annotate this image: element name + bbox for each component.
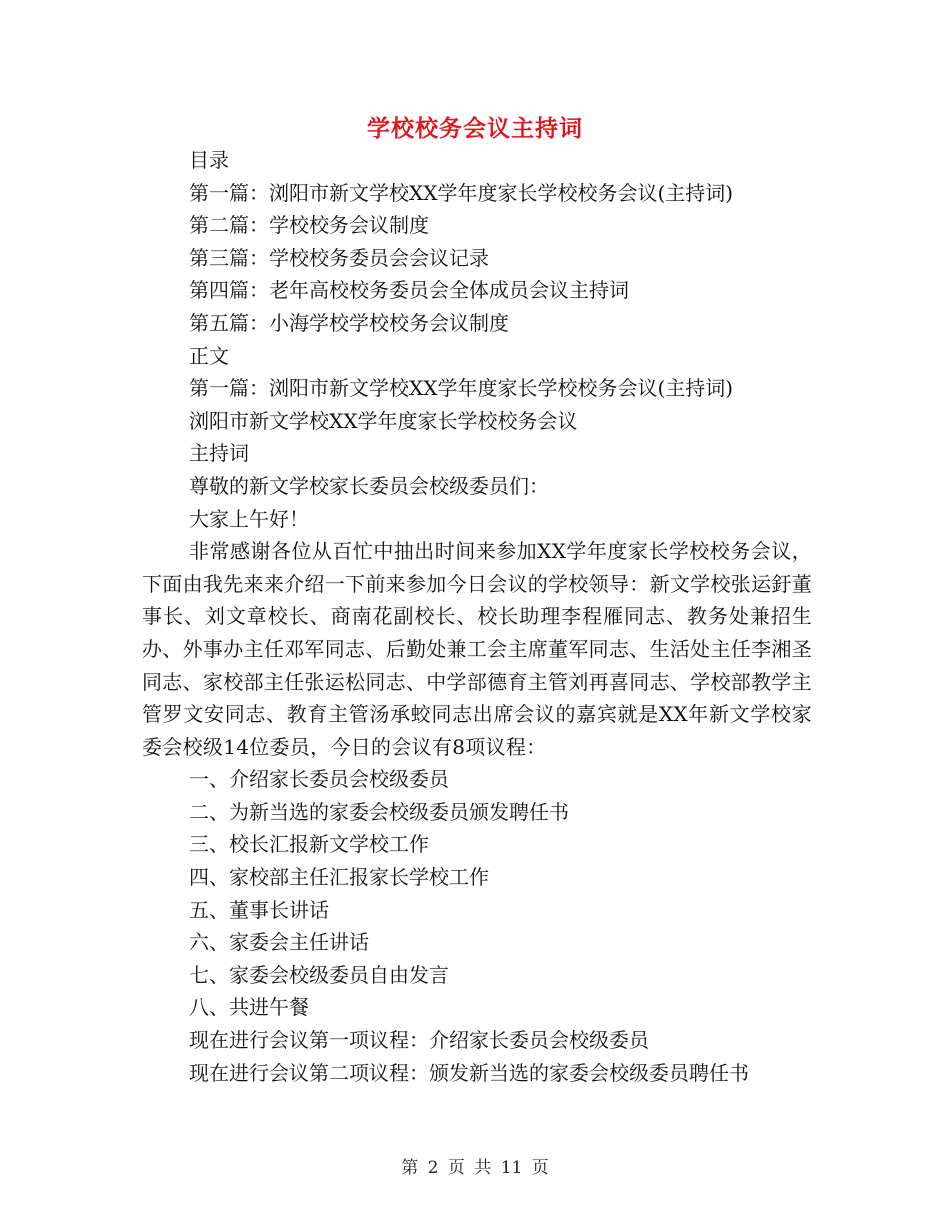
- toc-item-2: 第二篇：学校校务会议制度: [189, 213, 429, 238]
- salutation: 尊敬的新文学校家长委员会校级委员们：: [189, 473, 549, 498]
- agenda-item-2: 二、为新当选的家委会校级委员颁发聘任书: [189, 799, 569, 824]
- agenda-step-2: 现在进行会议第二项议程：颁发新当选的家委会校级委员聘任书: [189, 1060, 749, 1085]
- agenda-step-1: 现在进行会议第一项议程：介绍家长委员会校级委员: [189, 1028, 649, 1053]
- agenda-item-5: 五、董事长讲话: [189, 897, 329, 922]
- body-heading: 正文: [189, 343, 229, 368]
- meeting-name: 浏阳市新文学校XX学年度家长学校校务会议: [189, 408, 578, 433]
- article-title: 第一篇：浏阳市新文学校XX学年度家长学校校务会议(主持词): [189, 376, 734, 401]
- toc-heading: 目录: [189, 148, 229, 172]
- agenda-item-6: 六、家委会主任讲话: [189, 930, 369, 955]
- toc-item-1: 第一篇：浏阳市新文学校XX学年度家长学校校务会议(主持词): [189, 180, 734, 205]
- page-footer: 第 2 页 共 11 页: [401, 1158, 549, 1178]
- greeting: 大家上午好！: [189, 506, 309, 531]
- speech-label: 主持词: [189, 441, 249, 466]
- agenda-item-8: 八、共进午餐: [189, 995, 309, 1020]
- agenda-item-1: 一、介绍家长委员会校级委员: [189, 767, 449, 792]
- agenda-item-7: 七、家委会校级委员自由发言: [189, 962, 449, 987]
- toc-item-4: 第四篇：老年高校校务委员会全体成员会议主持词: [189, 278, 629, 303]
- document-title: 学校校务会议主持词: [367, 115, 583, 142]
- toc-item-3: 第三篇：学校校务委员会会议记录: [189, 245, 489, 270]
- agenda-item-3: 三、校长汇报新文学校工作: [189, 832, 429, 857]
- toc-item-5: 第五篇：小海学校学校校务会议制度: [189, 310, 509, 335]
- document-body: [142, 144, 812, 1089]
- intro-paragraph: 非常感谢各位从百忙中抽出时间来参加XX学年度家长学校校务会议，下面由我先来来介绍一下前来参加今日会议的学校领导：新文学校张运釪董事长、刘文章校长、商南花副校长、校长助理李程雁同志、教务处兼招生办、外事办主任邓军同志、后勤处兼工会主席董军同志、生活处主任李湘圣同志、家校部主任张运松同志、中学部德育主管刘再喜同志、学校部教学主管罗文安同志、教育主管汤承蛟同志出席会议的嘉宾就是XX年新文学校家委会校级14位委员，今日的会议有8项议程：: [142, 539, 812, 759]
- agenda-item-4: 四、家校部主任汇报家长学校工作: [189, 865, 489, 890]
